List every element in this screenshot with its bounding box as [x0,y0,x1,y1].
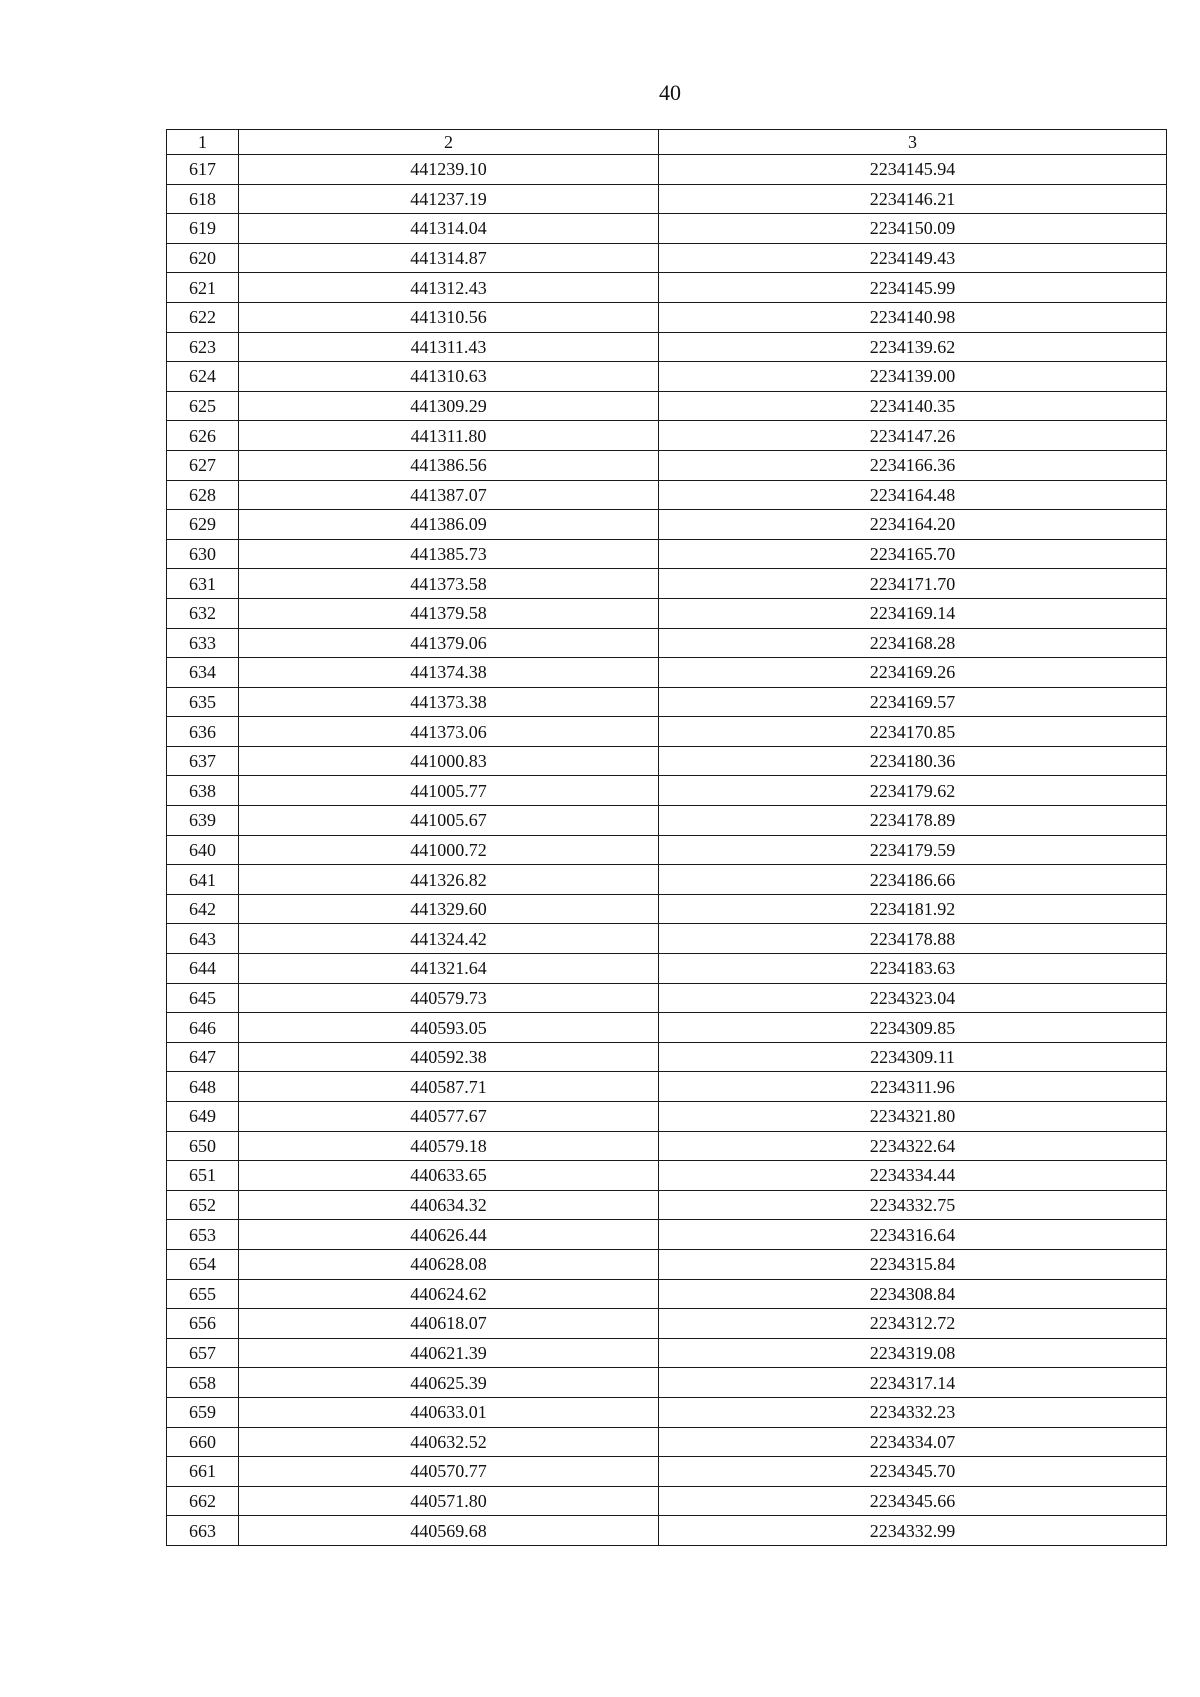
y-coordinate-cell: 2234311.96 [659,1072,1167,1102]
y-coordinate-cell: 2234309.85 [659,1013,1167,1043]
point-number-cell: 649 [167,1102,239,1132]
y-coordinate-cell: 2234169.14 [659,598,1167,628]
x-coordinate-cell: 441311.43 [239,332,659,362]
y-coordinate-cell: 2234319.08 [659,1338,1167,1368]
y-coordinate-cell: 2234166.36 [659,450,1167,480]
coordinates-table [166,129,1167,1546]
table-row [167,1249,1167,1279]
x-coordinate-cell: 441314.87 [239,243,659,273]
y-coordinate-cell: 2234332.23 [659,1397,1167,1427]
table-row [167,1309,1167,1339]
x-coordinate-cell: 440626.44 [239,1220,659,1250]
table-row [167,894,1167,924]
x-coordinate-cell: 441312.43 [239,273,659,303]
x-coordinate-cell: 441321.64 [239,954,659,984]
point-number-cell: 646 [167,1013,239,1043]
table-row [167,569,1167,599]
x-coordinate-cell: 441311.80 [239,421,659,451]
table-row [167,924,1167,954]
x-coordinate-cell: 441309.29 [239,391,659,421]
table-row [167,243,1167,273]
point-number-cell: 633 [167,628,239,658]
table-row [167,1220,1167,1250]
x-coordinate-cell: 440633.65 [239,1161,659,1191]
y-coordinate-cell: 2234164.48 [659,480,1167,510]
y-coordinate-cell: 2234139.00 [659,362,1167,392]
point-number-cell: 663 [167,1516,239,1546]
point-number-cell: 654 [167,1249,239,1279]
table-row [167,450,1167,480]
point-number-cell: 657 [167,1338,239,1368]
point-number-cell: 647 [167,1042,239,1072]
table-row [167,1457,1167,1487]
y-coordinate-cell: 2234334.44 [659,1161,1167,1191]
table-row [167,480,1167,510]
table-row [167,1486,1167,1516]
x-coordinate-cell: 440587.71 [239,1072,659,1102]
table-row [167,1013,1167,1043]
point-number-cell: 627 [167,450,239,480]
x-coordinate-cell: 440618.07 [239,1309,659,1339]
x-coordinate-cell: 440624.62 [239,1279,659,1309]
point-number-cell: 652 [167,1190,239,1220]
y-coordinate-cell: 2234149.43 [659,243,1167,273]
table-row [167,1427,1167,1457]
y-coordinate-cell: 2234316.64 [659,1220,1167,1250]
x-coordinate-cell: 441379.06 [239,628,659,658]
y-coordinate-cell: 2234139.62 [659,332,1167,362]
y-coordinate-cell: 2234178.89 [659,806,1167,836]
table-row [167,362,1167,392]
y-coordinate-cell: 2234334.07 [659,1427,1167,1457]
x-coordinate-cell: 441005.77 [239,776,659,806]
table-row [167,1072,1167,1102]
y-coordinate-cell: 2234168.28 [659,628,1167,658]
x-coordinate-cell: 441324.42 [239,924,659,954]
point-number-cell: 661 [167,1457,239,1487]
y-coordinate-cell: 2234150.09 [659,214,1167,244]
table-row [167,1397,1167,1427]
y-coordinate-cell: 2234140.98 [659,302,1167,332]
y-coordinate-cell: 2234181.92 [659,894,1167,924]
x-coordinate-cell: 440634.32 [239,1190,659,1220]
y-coordinate-cell: 2234169.57 [659,687,1167,717]
x-coordinate-cell: 441386.56 [239,450,659,480]
point-number-cell: 623 [167,332,239,362]
point-number-cell: 631 [167,569,239,599]
y-coordinate-cell: 2234323.04 [659,983,1167,1013]
y-coordinate-cell: 2234171.70 [659,569,1167,599]
x-coordinate-cell: 441379.58 [239,598,659,628]
table-row [167,835,1167,865]
y-coordinate-cell: 2234321.80 [659,1102,1167,1132]
x-coordinate-cell: 440571.80 [239,1486,659,1516]
y-coordinate-cell: 2234308.84 [659,1279,1167,1309]
point-number-cell: 619 [167,214,239,244]
y-coordinate-cell: 2234140.35 [659,391,1167,421]
point-number-cell: 644 [167,954,239,984]
table-row [167,421,1167,451]
table-row [167,628,1167,658]
point-number-cell: 635 [167,687,239,717]
y-coordinate-cell: 2234170.85 [659,717,1167,747]
y-coordinate-cell: 2234145.99 [659,273,1167,303]
table-row [167,214,1167,244]
point-number-cell: 620 [167,243,239,273]
table-row [167,1042,1167,1072]
table-row [167,1131,1167,1161]
y-coordinate-cell: 2234178.88 [659,924,1167,954]
x-coordinate-cell: 440625.39 [239,1368,659,1398]
y-coordinate-cell: 2234322.64 [659,1131,1167,1161]
point-number-cell: 651 [167,1161,239,1191]
y-coordinate-cell: 2234164.20 [659,510,1167,540]
x-coordinate-cell: 441385.73 [239,539,659,569]
x-coordinate-cell: 441310.63 [239,362,659,392]
point-number-cell: 621 [167,273,239,303]
table-row [167,391,1167,421]
x-coordinate-cell: 441373.38 [239,687,659,717]
y-coordinate-cell: 2234169.26 [659,658,1167,688]
point-number-cell: 622 [167,302,239,332]
table-row [167,954,1167,984]
table-header-row [167,130,1167,155]
column-header-y: 3 [659,130,1167,155]
y-coordinate-cell: 2234179.59 [659,835,1167,865]
x-coordinate-cell: 440577.67 [239,1102,659,1132]
table-row [167,776,1167,806]
point-number-cell: 645 [167,983,239,1013]
table-row [167,1279,1167,1309]
point-number-cell: 618 [167,184,239,214]
table-row [167,510,1167,540]
point-number-cell: 617 [167,155,239,185]
point-number-cell: 629 [167,510,239,540]
x-coordinate-cell: 441386.09 [239,510,659,540]
table-row [167,1102,1167,1132]
column-header-x: 2 [239,130,659,155]
table-row [167,155,1167,185]
x-coordinate-cell: 441326.82 [239,865,659,895]
table-row [167,983,1167,1013]
table-row [167,1368,1167,1398]
table-row [167,865,1167,895]
y-coordinate-cell: 2234145.94 [659,155,1167,185]
point-number-cell: 636 [167,717,239,747]
x-coordinate-cell: 440570.77 [239,1457,659,1487]
table-row [167,184,1167,214]
table-row [167,717,1167,747]
point-number-cell: 642 [167,894,239,924]
y-coordinate-cell: 2234317.14 [659,1368,1167,1398]
point-number-cell: 630 [167,539,239,569]
x-coordinate-cell: 441314.04 [239,214,659,244]
point-number-cell: 658 [167,1368,239,1398]
x-coordinate-cell: 441005.67 [239,806,659,836]
point-number-cell: 662 [167,1486,239,1516]
point-number-cell: 660 [167,1427,239,1457]
point-number-cell: 637 [167,746,239,776]
point-number-cell: 626 [167,421,239,451]
x-coordinate-cell: 440628.08 [239,1249,659,1279]
point-number-cell: 639 [167,806,239,836]
x-coordinate-cell: 440579.73 [239,983,659,1013]
table-row [167,1516,1167,1546]
table-row [167,658,1167,688]
y-coordinate-cell: 2234186.66 [659,865,1167,895]
table-row [167,273,1167,303]
point-number-cell: 624 [167,362,239,392]
point-number-cell: 638 [167,776,239,806]
y-coordinate-cell: 2234165.70 [659,539,1167,569]
table-row [167,687,1167,717]
y-coordinate-cell: 2234315.84 [659,1249,1167,1279]
point-number-cell: 632 [167,598,239,628]
x-coordinate-cell: 441310.56 [239,302,659,332]
y-coordinate-cell: 2234332.99 [659,1516,1167,1546]
y-coordinate-cell: 2234146.21 [659,184,1167,214]
point-number-cell: 650 [167,1131,239,1161]
x-coordinate-cell: 441374.38 [239,658,659,688]
table-row [167,332,1167,362]
point-number-cell: 625 [167,391,239,421]
x-coordinate-cell: 440569.68 [239,1516,659,1546]
x-coordinate-cell: 440593.05 [239,1013,659,1043]
point-number-cell: 643 [167,924,239,954]
x-coordinate-cell: 441373.06 [239,717,659,747]
point-number-cell: 648 [167,1072,239,1102]
x-coordinate-cell: 441329.60 [239,894,659,924]
point-number-cell: 656 [167,1309,239,1339]
x-coordinate-cell: 440632.52 [239,1427,659,1457]
point-number-cell: 641 [167,865,239,895]
point-number-cell: 659 [167,1397,239,1427]
x-coordinate-cell: 440579.18 [239,1131,659,1161]
point-number-cell: 634 [167,658,239,688]
y-coordinate-cell: 2234147.26 [659,421,1167,451]
point-number-cell: 653 [167,1220,239,1250]
y-coordinate-cell: 2234345.70 [659,1457,1167,1487]
point-number-cell: 655 [167,1279,239,1309]
x-coordinate-cell: 440592.38 [239,1042,659,1072]
table-body [167,155,1167,1546]
y-coordinate-cell: 2234309.11 [659,1042,1167,1072]
y-coordinate-cell: 2234180.36 [659,746,1167,776]
x-coordinate-cell: 441373.58 [239,569,659,599]
x-coordinate-cell: 441000.72 [239,835,659,865]
y-coordinate-cell: 2234345.66 [659,1486,1167,1516]
table-row [167,1161,1167,1191]
x-coordinate-cell: 441237.19 [239,184,659,214]
table-row [167,598,1167,628]
point-number-cell: 640 [167,835,239,865]
x-coordinate-cell: 440621.39 [239,1338,659,1368]
table-row [167,746,1167,776]
x-coordinate-cell: 441239.10 [239,155,659,185]
table-row [167,1338,1167,1368]
x-coordinate-cell: 440633.01 [239,1397,659,1427]
page-number: 40 [659,80,681,105]
y-coordinate-cell: 2234179.62 [659,776,1167,806]
y-coordinate-cell: 2234183.63 [659,954,1167,984]
table-row [167,302,1167,332]
table-row [167,806,1167,836]
y-coordinate-cell: 2234332.75 [659,1190,1167,1220]
point-number-cell: 628 [167,480,239,510]
y-coordinate-cell: 2234312.72 [659,1309,1167,1339]
x-coordinate-cell: 441387.07 [239,480,659,510]
column-header-number: 1 [167,130,239,155]
table-row [167,539,1167,569]
table-row [167,1190,1167,1220]
x-coordinate-cell: 441000.83 [239,746,659,776]
